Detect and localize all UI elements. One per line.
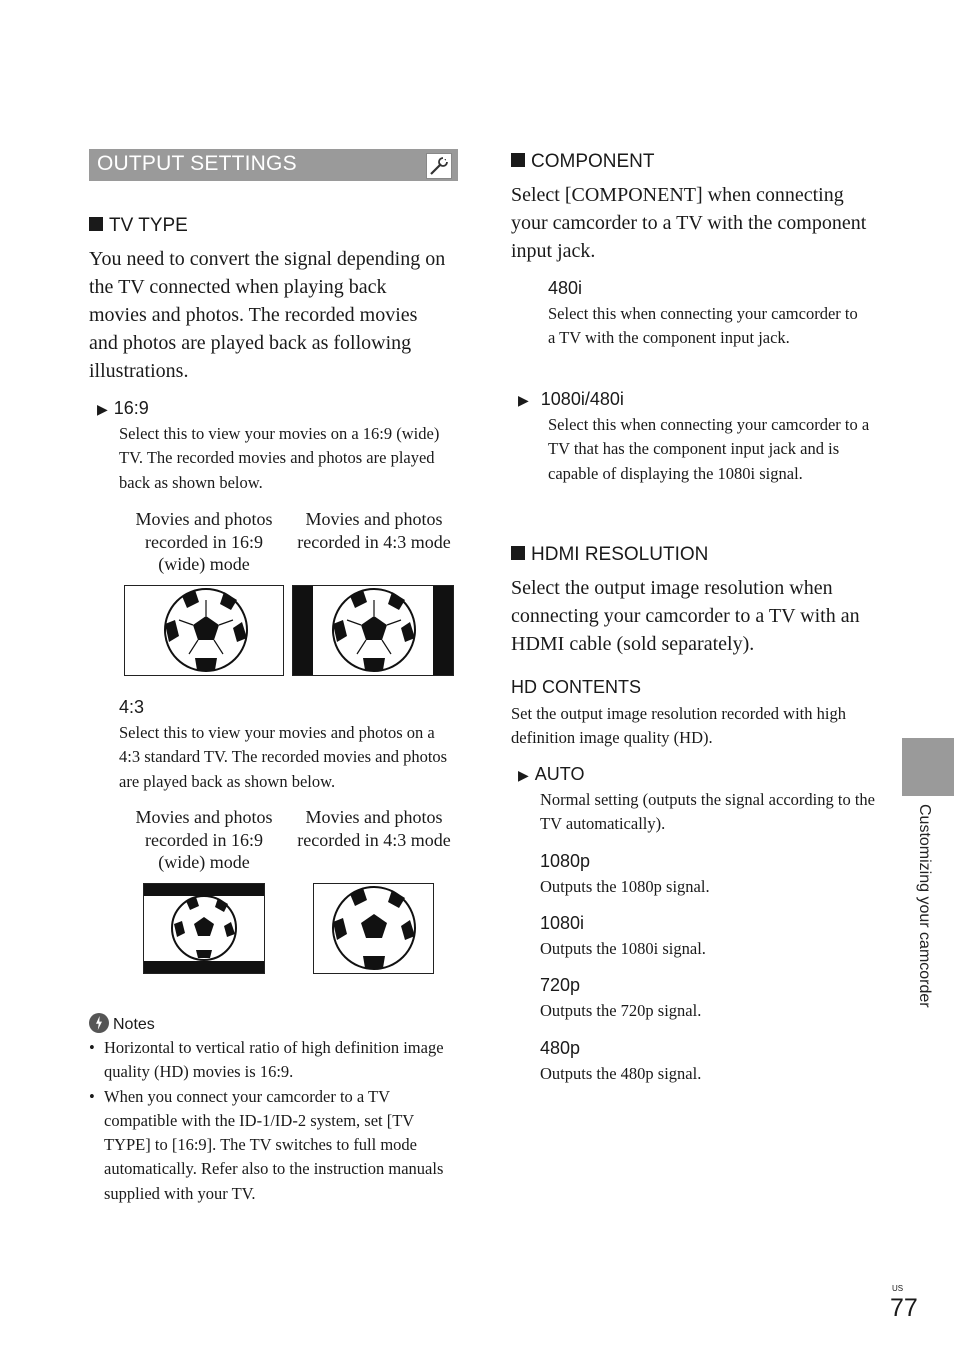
option-1080i-desc: Outputs the 1080i signal. (540, 939, 706, 958)
option-720p-desc: Outputs the 720p signal. (540, 1001, 702, 1020)
chapter-tab-label: Customizing your camcorder (916, 804, 933, 1008)
note-item: • Horizontal to vertical ratio of high definition image quality (HD) movies is 16:9. (89, 1036, 459, 1085)
option-480i-desc: Select this when connecting your camcorder to a TV with the component input jack. (548, 304, 858, 348)
option-480p: 480p (540, 1038, 581, 1058)
option-1080p-desc: Outputs the 1080p signal. (540, 877, 710, 896)
caption-4-3-mode: Movies and photos recorded in 4:3 mode (297, 509, 451, 552)
default-marker-icon: ▶ (97, 401, 108, 417)
hdmi-resolution-heading: HDMI RESOLUTION (511, 544, 708, 566)
square-bullet-icon (511, 153, 525, 167)
soccer-ball-icon (293, 586, 453, 675)
hd-contents-desc: Set the output image resolution recorded with high definition image quality (HD). (511, 704, 846, 748)
tv-type-heading: TV TYPE (89, 215, 188, 237)
soccer-ball-icon (144, 884, 264, 973)
caption-16-9-wide: Movies and photos recorded in 16:9 (wide) mode (135, 509, 273, 574)
page-number: 77 (890, 1294, 918, 1322)
option-1080i: 1080i (540, 913, 585, 933)
option-4-3-desc: Select this to view your movies and photos on a 4:3 standard TV. The recorded movies and photos are played back as shown below. (119, 723, 448, 791)
illustration-4-3-on-4-3-tv (313, 883, 434, 974)
square-bullet-icon (89, 217, 103, 231)
illustration-4-3-on-16-9-tv (292, 585, 454, 676)
soccer-ball-icon (314, 884, 433, 973)
square-bullet-icon (511, 546, 525, 560)
caption-4-3-mode-2: Movies and photos recorded in 4:3 mode (297, 807, 451, 850)
option-16-9-desc: Select this to view your movies on a 16:9 (wide) TV. The recorded movies and photos are played back as shown below. (119, 424, 440, 492)
component-heading: COMPONENT (511, 151, 655, 173)
option-1080i-480i-desc: Select this when connecting your camcorder to a TV that has the component input jack and is capable of displaying the 1080i signal. (548, 415, 870, 483)
illustration-16-9-wide-on-16-9-tv (124, 585, 284, 676)
notes-icon (89, 1013, 109, 1033)
option-4-3: 4:3 (119, 697, 145, 717)
component-intro: Select [COMPONENT] when connecting your camcorder to a TV with the component input jack. (511, 184, 867, 262)
option-1080i-480i: ▶ 1080i/480i (518, 389, 624, 409)
default-marker-icon: ▶ (518, 767, 529, 783)
chapter-tab (902, 738, 954, 796)
note-item: • When you connect your camcorder to a TV compatible with the ID-1/ID-2 system, set [TV TYPE] to [16:9]. The TV switches to full mode automatically. Refer also to the instruction manuals supplied with your TV. (89, 1085, 459, 1206)
illustration-16-9-wide-on-4-3-tv (143, 883, 265, 974)
option-auto: ▶ AUTO (518, 764, 585, 784)
option-16-9: ▶ 16:9 (97, 398, 149, 418)
page-region: US (892, 1284, 904, 1293)
option-720p: 720p (540, 975, 581, 995)
option-480i: 480i (548, 278, 583, 298)
section-title: OUTPUT SETTINGS (97, 152, 297, 175)
notes-list (89, 1036, 459, 1206)
section-header (89, 149, 458, 181)
default-marker-icon: ▶ (518, 392, 529, 408)
option-auto-desc: Normal setting (outputs the signal according to the TV automatically). (540, 790, 875, 834)
option-480p-desc: Outputs the 480p signal. (540, 1064, 702, 1083)
hd-contents-heading: HD CONTENTS (511, 677, 641, 697)
wrench-icon (426, 153, 452, 179)
soccer-ball-icon (125, 586, 283, 675)
tv-type-intro: You need to convert the signal depending on the TV connected when playing back movies and photos. The recorded movies and photos are played back as following illustrations. (89, 248, 446, 382)
option-1080p: 1080p (540, 851, 591, 871)
caption-16-9-wide-2: Movies and photos recorded in 16:9 (wide) mode (135, 807, 273, 872)
notes-heading: Notes (89, 1013, 155, 1034)
hdmi-intro: Select the output image resolution when connecting your camcorder to a TV with an HDMI cable (sold separately). (511, 577, 860, 655)
